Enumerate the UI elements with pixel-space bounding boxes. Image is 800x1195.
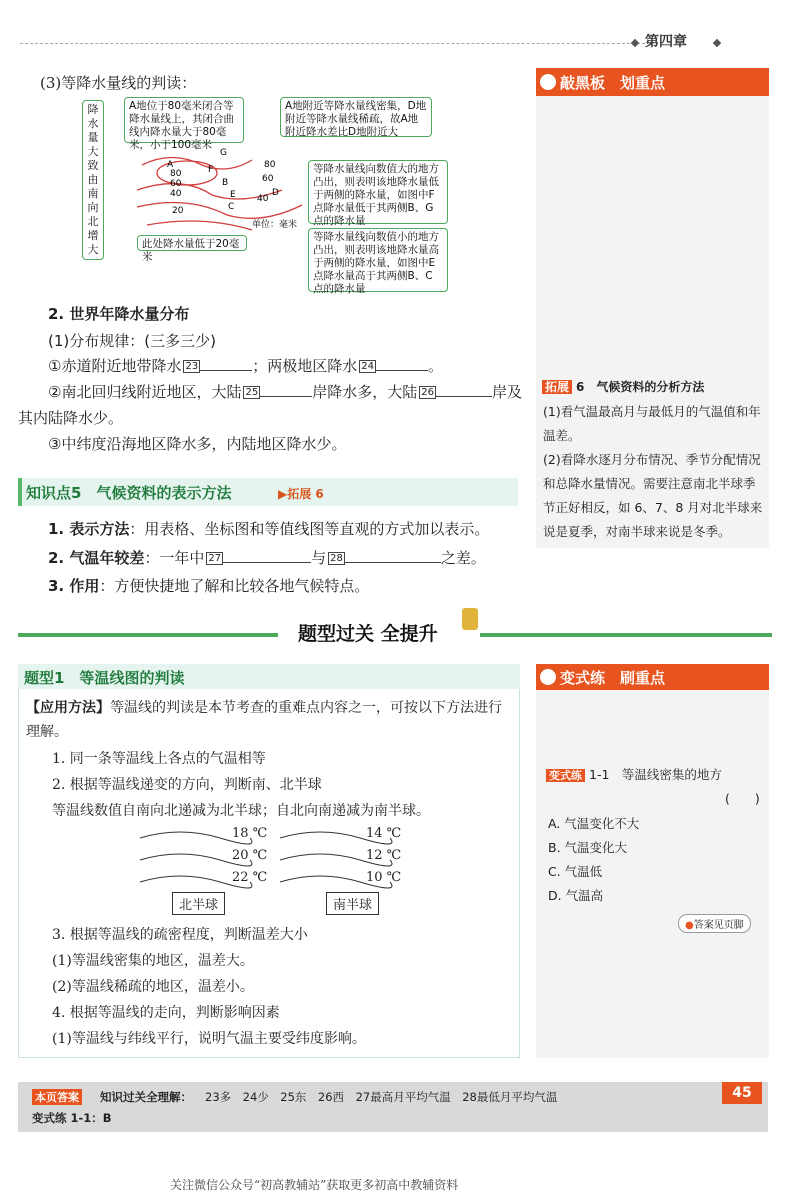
isoline-map — [132, 145, 307, 235]
extension-point-2: (2)看降水逐月分布情况、季节分配情况和总降水量情况。需要注意南北半球季节正好相反，如 6、7、8 月对北半球来说是夏季，对南半球来说是冬季。 — [543, 452, 763, 539]
isoline-heading: (3)等降水量线的判读： — [40, 74, 197, 92]
kp5-extension-link[interactable]: ▶拓展 6 — [278, 487, 324, 501]
extension-point-1: (1)看气温最高月与最低月的气温值和年温差。 — [543, 404, 761, 443]
diamond-icon — [631, 39, 639, 47]
extension-tag: 拓展 — [542, 380, 572, 394]
kp5-item-1: 1. 表示方法：用表格、坐标图和等值线图等直观的方式加以表示。 — [48, 520, 490, 538]
annotation-e: 等降水量线向数值小的地方凸出，则表明该地降水量高于两侧的降水量，如图中E点降水量高于其两侧B、C点的降水量 — [308, 228, 448, 292]
option-b[interactable]: B. 气温变化大 — [548, 840, 628, 855]
kp5-item-3: 3. 作用：方便快捷地了解和比较各地气候特点。 — [48, 577, 370, 595]
answer-items: 23多 24少 25东 26西 27最高月平均气温 28最低月平均气温 — [205, 1090, 558, 1104]
isotherm-value: 20 ℃ — [232, 848, 268, 863]
vertical-label-box: 降 水 量 大 致 由 南 向 北 增 大 — [82, 100, 104, 260]
diamond-icon — [713, 39, 721, 47]
answer-line-2: 变式练 1-1：B — [32, 1111, 112, 1125]
variant-tag: 变式练 — [546, 769, 585, 782]
isotherm-value: 18 ℃ — [232, 826, 268, 841]
northern-hemisphere-label: 北半球 — [172, 892, 225, 915]
isotherm-value: 10 ℃ — [366, 870, 402, 885]
method-step-4-a: (1)等温线与纬线平行，说明气温主要受纬度影响。 — [52, 1031, 366, 1047]
method-step-4: 4. 根据等温线的走向，判断影响因素 — [52, 1005, 280, 1021]
distribution-rule: (1)分布规律：(三多三少) — [48, 332, 216, 350]
map-label: F — [208, 165, 214, 175]
kp5-title: 知识点5 气候资料的表示方法 — [26, 484, 232, 502]
variant-panel — [536, 664, 769, 1058]
rule-line-3: ③中纬度沿海地区降水多，内陆地区降水少。 — [48, 435, 347, 453]
annotation-ad: A地附近等降水量线密集，D地附近等降水量线稀疏，故A地附近降水差比D地附近大 — [280, 97, 432, 137]
banner-line-left — [18, 633, 278, 637]
map-label: 20 — [172, 206, 184, 216]
map-label: 60 — [262, 174, 274, 184]
unit-label: 单位：毫米 — [252, 220, 298, 230]
annotation-f: 等降水量线向数值大的地方凸出，则表明该地降水量低于两侧的降水量，如图中F点降水量低于其两侧B、G点的降水量 — [308, 160, 448, 224]
method-text: 【应用方法】等温线的判读是本节考查的重难点内容之一，可按以下方法进行理解。 — [26, 700, 502, 740]
option-d[interactable]: D. 气温高 — [548, 888, 604, 903]
microscope-icon — [462, 608, 478, 630]
isotherm-value: 12 ℃ — [366, 848, 402, 863]
page-number: 45 — [722, 1082, 762, 1104]
annotation-bottom: 此处降水量低于20毫米 — [137, 235, 247, 251]
rule-line-2b: 其内陆降水少。 — [18, 409, 124, 427]
method-step-3-b: (2)等温线稀疏的地区，温差小。 — [52, 979, 254, 995]
map-label: G — [220, 148, 227, 158]
option-c[interactable]: C. 气温低 — [548, 864, 603, 879]
badge-icon — [540, 669, 556, 685]
map-label: 80 — [264, 160, 276, 170]
isotherm-value: 14 ℃ — [366, 826, 402, 841]
map-label: E — [230, 190, 236, 200]
isotherm-value: 22 ℃ — [232, 870, 268, 885]
map-label: B — [222, 178, 229, 188]
rule-line-2: ②南北回归线附近地区，大陆 25 岸降水多，大陆 26 岸及 — [48, 383, 522, 401]
annotation-a: A地位于80毫米闭合等降水量线上，其闭合曲线内降水量大于80毫米，小于100毫米 — [124, 97, 244, 143]
map-label: 40 — [257, 194, 269, 204]
variant-title: 变式练 刷重点 — [560, 669, 666, 687]
banner-title: 题型过关 全提升 — [298, 623, 438, 645]
method-step-1: 1. 同一条等温线上各点的气温相等 — [52, 751, 266, 767]
chapter-label: 第四章 — [645, 34, 687, 50]
option-a[interactable]: A. 气温变化不大 — [548, 816, 640, 831]
sidebar-title: 敲黑板 划重点 — [560, 74, 666, 92]
southern-hemisphere-label: 南半球 — [326, 892, 379, 915]
header-divider — [20, 43, 645, 44]
method-step-2: 2. 根据等温线递变的方向，判断南、北半球 — [52, 777, 322, 793]
pin-icon: ● — [685, 920, 694, 931]
map-label: 80 — [170, 169, 182, 179]
type1-title: 题型1 等温线图的判读 — [24, 669, 185, 687]
map-label: 40 — [170, 189, 182, 199]
answer-hint: ●答案见页脚 — [678, 914, 751, 933]
banner-line-right — [480, 633, 772, 637]
answer-line-label: 知识过关全理解： — [100, 1090, 192, 1104]
extension-heading: 拓展 6 气候资料的分析方法 — [542, 378, 704, 395]
map-label: 60 — [170, 179, 182, 189]
variant-question: 变式练 1-1 等温线密集的地方 — [546, 765, 722, 783]
rule-line-1: ①赤道附近地带降水 23 ；两极地区降水 24 。 — [48, 357, 443, 375]
answer-paren: ( ) — [725, 791, 760, 806]
method-step-3: 3. 根据等温线的疏密程度，判断温差大小 — [52, 927, 308, 943]
map-label: A — [167, 160, 174, 170]
map-label: D — [272, 188, 279, 198]
method-step-3-a: (1)等温线密集的地区，温差大。 — [52, 953, 254, 969]
speaker-icon — [540, 74, 556, 90]
footer-note: 关注微信公众号“初高教辅站”获取更多初高中教辅资料 — [170, 1178, 459, 1192]
answer-tag: 本页答案 — [32, 1089, 82, 1105]
map-label: C — [228, 202, 235, 212]
kp5-item-2: 2. 气温年较差：一年中 27 与 28 之差。 — [48, 549, 486, 567]
method-step-2-detail: 等温线数值自南向北递减为北半球；自北向南递减为南半球。 — [52, 803, 430, 819]
world-rainfall-heading: 2. 世界年降水量分布 — [48, 305, 190, 323]
rainfall-isoline-diagram — [82, 95, 452, 295]
